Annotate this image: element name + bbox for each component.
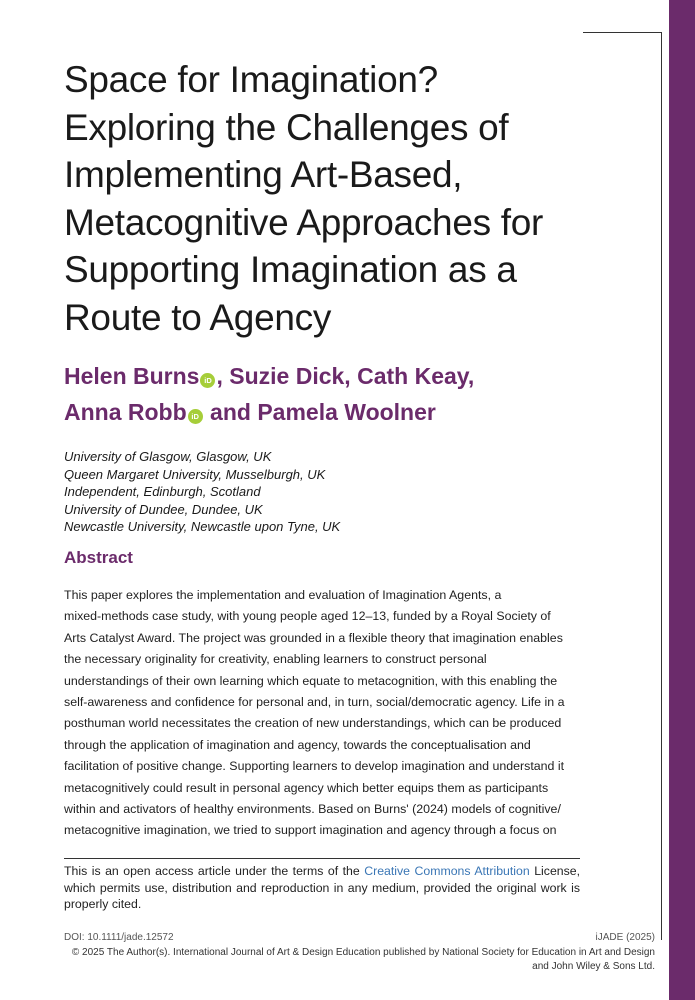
author-line [64,394,624,430]
author-name: Helen Burns [64,363,200,389]
abstract-line: This paper explores the implementation and evaluation of Imagination Agents, a [64,588,502,602]
author-line [64,358,624,394]
title-line: Implementing Art-Based, [64,154,463,195]
abstract-body [64,585,584,842]
affiliation: University of Dundee, Dundee, UK [64,501,263,517]
author-names: , Suzie Dick, Cath Keay, [216,363,475,389]
author-list [64,358,624,430]
abstract-heading: Abstract [64,548,133,567]
creative-commons-link[interactable]: Creative Commons Attribution [364,864,530,878]
footnote-divider [64,858,580,859]
article-title [64,56,624,341]
title-line: Space for Imagination? [64,59,438,100]
abstract-line: metacognitively could result in personal agency which better equips them as participants [64,780,549,795]
affiliation: University of Glasgow, Glasgow, UK [64,449,272,464]
journal-year: iJADE (2025) [595,932,655,943]
open-access-notice [64,863,580,913]
author-names: and Pamela Woolner [203,399,436,425]
abstract-line: posthuman world necessitates the creation of new understandings, which can be produced [64,716,562,731]
doi-label[interactable]: DOI: 10.1111/jade.12572 [64,932,174,943]
abstract-line: facilitation of positive change. Supporting learners to develop imagination and understand it [64,759,565,774]
open-access-text: License, which permits use, distribution and reproduction in any medium, provided the original work is properly cited. [64,864,581,911]
side-color-bar [669,0,695,1000]
abstract-line: within and activators of healthy environments. Based on Burns' (2024) models of cognitive/ [64,802,561,817]
abstract-line: the necessary originality for creativity, enabling learners to construct personal [64,652,487,667]
abstract-line: understandings of their own learning which equate to metacognition, with this enabling the [64,673,558,688]
affiliations [64,448,340,536]
copyright-notice [55,946,655,973]
abstract-line: self-awareness and confidence for personal and, in turn, social/democratic agency. Life in a [64,695,565,710]
abstract-line: through the application of imagination and agency, towards the conceptualisation and [64,737,531,752]
author-name: Anna Robb [64,399,187,425]
affiliation: Queen Margaret University, Musselburgh, UK [64,466,326,482]
title-line: Route to Agency [64,296,332,338]
title-line: Exploring the Challenges of [64,106,509,148]
corner-rule-vertical [661,32,662,940]
orcid-icon[interactable]: iD [188,409,203,424]
abstract-line: metacognitive imagination, we tried to support imagination and agency through a focus on [64,823,557,838]
corner-rule-horizontal [583,32,662,33]
affiliation: Independent, Edinburgh, Scotland [64,484,261,499]
abstract-line: Arts Catalyst Award. The project was grounded in a flexible theory that imagination enables [64,630,563,645]
affiliation: Newcastle University, Newcastle upon Tyne, UK [64,519,341,534]
open-access-text: This is an open access article under the terms of the [64,864,365,878]
copyright-line: © 2025 The Author(s). International Journal of Art & Design Education published by National Society for Education in Art and Design [71,947,655,958]
copyright-line: and John Wiley & Sons Ltd. [532,960,655,972]
abstract-line: mixed-methods case study, with young people aged 12–13, funded by a Royal Society of [64,609,551,624]
title-line: Metacognitive Approaches for [64,201,544,243]
title-line: Supporting Imagination as a [64,249,517,290]
orcid-icon[interactable]: iD [200,373,215,388]
